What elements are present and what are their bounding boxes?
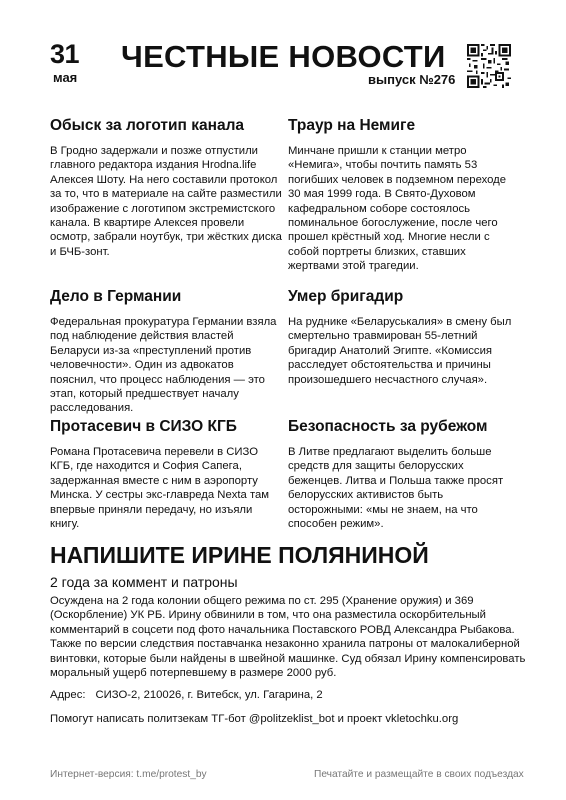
date-day: 31 (50, 39, 80, 69)
article-body: Минчане пришли к станции метро «Немига», чтобы почтить память 53 погибших человек в подземном переходе 30 мая 1999 года. В Свято-Духовом кафедральном соборе состоялось поминальное богослужение, после чего прошел крёстный ход. Многие несли с собой портреты близких, ставших жертвами этой трагедии. (288, 145, 507, 273)
article-protasevich-kgb (50, 418, 282, 531)
prison-address (50, 688, 323, 702)
article-title: Безопасность за рубежом (288, 418, 488, 435)
article-search-logo (50, 117, 282, 259)
article-title: Дело в Германии (50, 288, 182, 305)
article-germany-case (50, 288, 282, 416)
article-title: Умер бригадир (288, 288, 404, 305)
article-title: Траур на Немиге (288, 117, 416, 134)
write-to-prisoner-subtitle: 2 года за коммент и патроны (50, 574, 238, 590)
address-value: СИЗО-2, 210026, г. Витебск, ул. Гагарина, 2 (95, 689, 323, 701)
article-title: Обыск за логотип канала (50, 117, 245, 134)
qr-code-icon (467, 44, 511, 88)
newsletter-title: ЧЕСТНЫЕ НОВОСТИ (121, 39, 446, 74)
date-month: мая (53, 70, 78, 85)
write-to-prisoner-heading: НАПИШИТЕ ИРИНЕ ПОЛЯНИНОЙ (50, 542, 429, 568)
footer-print-note: Печатайте и размещайте в своих подъездах (314, 769, 524, 780)
article-title: Протасевич в СИЗО КГБ (50, 418, 237, 435)
article-safety-abroad (288, 418, 520, 531)
article-body: Романа Протасевича перевели в СИЗО КГБ, где находится и София Сапега, задержанная вместе с ним в аэропорту Минска. У сестры экс-главреда Nexta там впервые приняли передачу, но изъяли книгу. (50, 446, 270, 531)
address-label: Адрес: (50, 689, 86, 701)
article-nemiga-mourning (288, 117, 520, 274)
article-body: На руднике «Беларуськалия» в смену был смертельно травмирован 55-летний бригадир Анатолий Эгипте. «Комиссия расследует обстоятельства и причины произошедшего несчастного случая». (288, 316, 512, 386)
write-to-prisoner-body: Осуждена на 2 года колонии общего режима по ст. 295 (Хранение оружия) и 369 (Оскорбление) УК РБ. Ирину обвинили в том, что она разместила оскорбительный комментарий в соцсети под фото начальника Поставского РОВД Александра Рыбакова. Также по версии следствия поставчанка незаконно хранила патроны от малокалиберной винтовки, которые были найдены в швейной машинке. Суд обязал Ирину компенсировать моральный ущерб потерпевшему в размере 2000 руб. (50, 595, 526, 680)
article-body: Федеральная прокуратура Германии взяла под наблюдение действия властей Беларуси из-за «преступлений против человечности». Один из адвокатов пояснил, что процесс наблюдения — это этап, который предшествует началу расследования. (50, 316, 277, 415)
article-body: В Литве предлагают выделить больше средств для защиты белорусских беженцев. Литва и Польша также просят белорусских активистов быть осторожными: «мы не знаем, на что способен режим». (288, 446, 504, 531)
footer-web-version: Интернет-версия: t.me/protest_by (50, 769, 207, 780)
article-body: В Гродно задержали и позже отпустили главного редактора издания Hrodna.life Алексея Шоту. На него составили протокол за то, что в материале на сайте разместили изображение с логотипом экстремистского канала. В квартире Алексея провели осмотр, забрали ноутбук, три жёстких диска и БЧБ-зонт. (50, 145, 282, 258)
issue-number: выпуск №276 (368, 72, 456, 87)
article-foreman-died (288, 288, 520, 387)
help-note: Помогут написать политзекам ТГ-бот @politzeklist_bot и проект vkletochku.org (50, 713, 459, 725)
